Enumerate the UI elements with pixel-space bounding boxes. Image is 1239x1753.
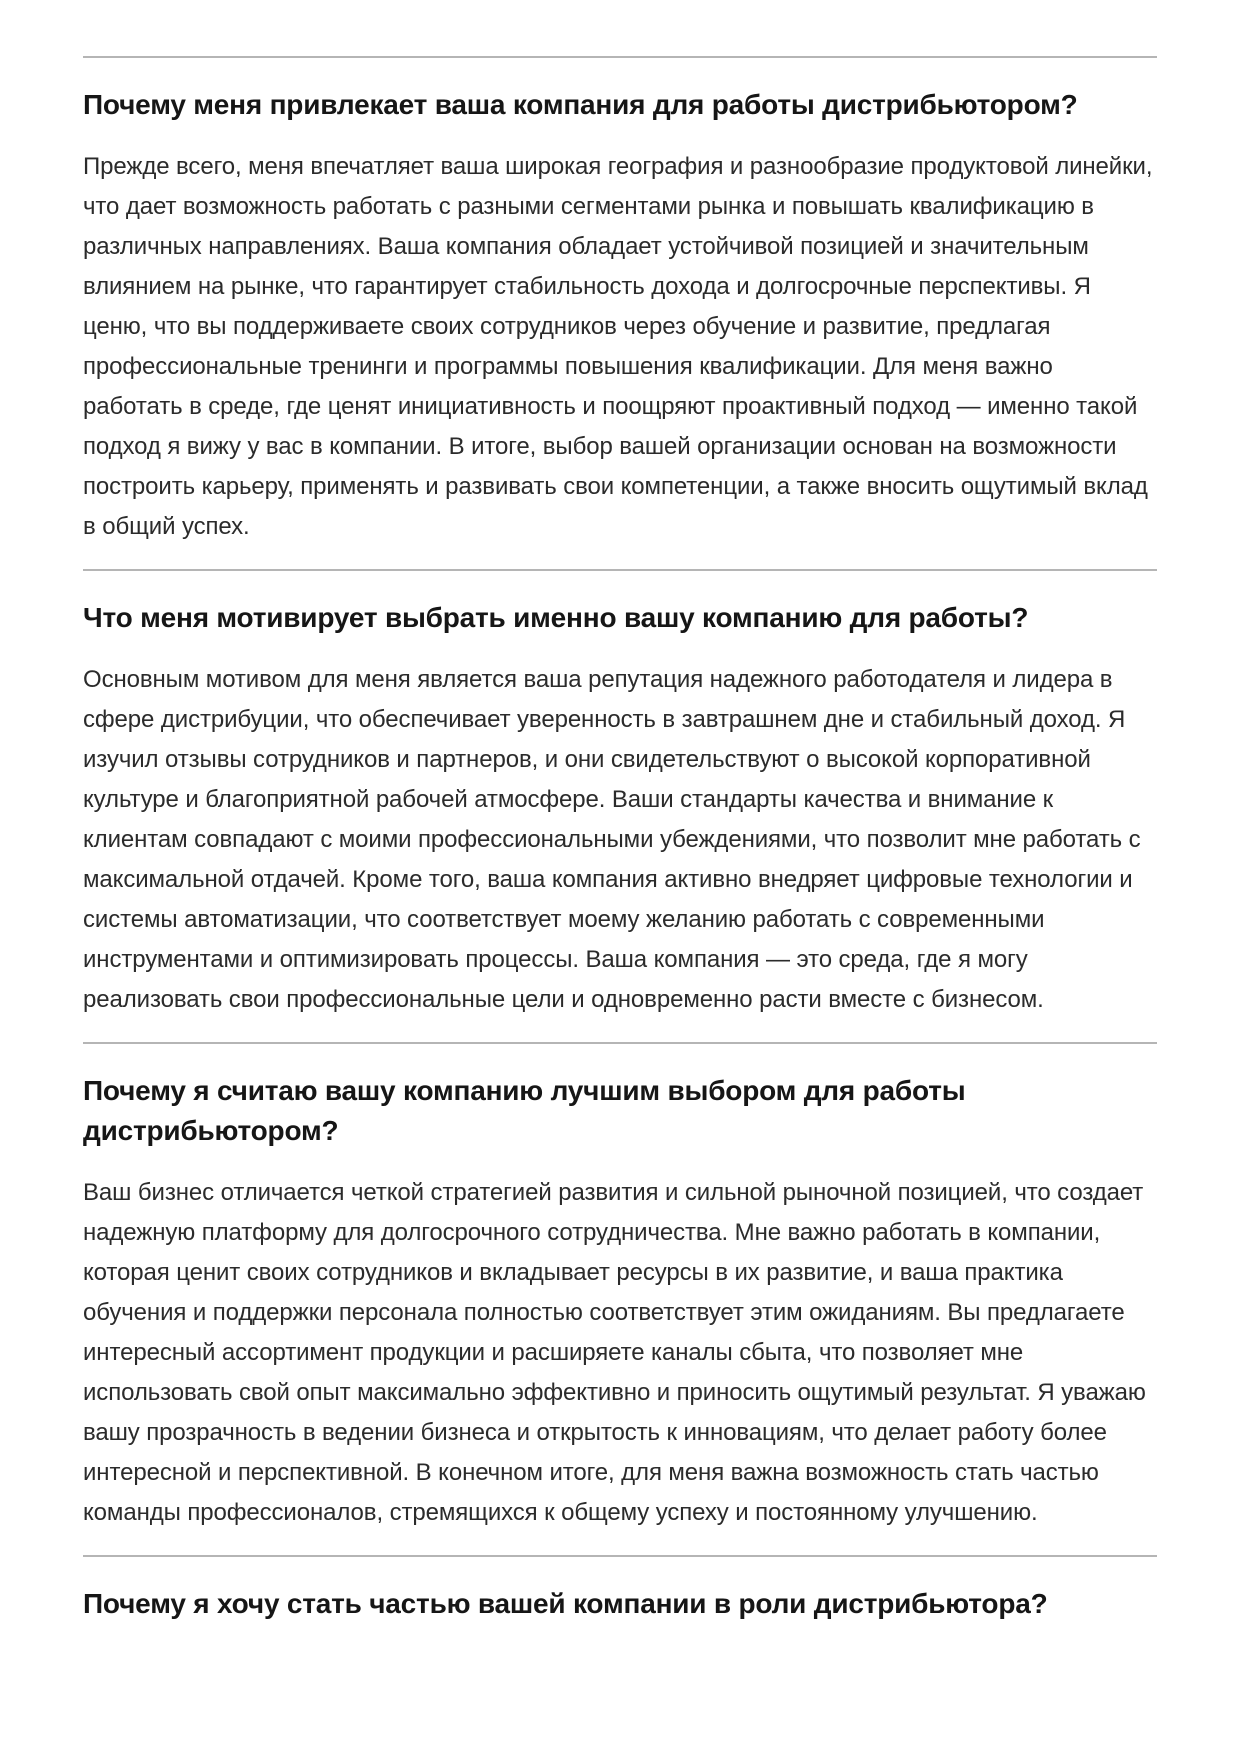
section-heading: Почему меня привлекает ваша компания для работы дистрибьютором? <box>83 89 1078 120</box>
qa-section-2 <box>83 569 1157 1020</box>
section-divider <box>83 56 1157 58</box>
section-heading: Что меня мотивирует выбрать именно вашу компанию для работы? <box>83 602 1029 633</box>
qa-section-4 <box>83 1555 1157 1624</box>
qa-section-1 <box>83 56 1157 547</box>
section-divider <box>83 569 1157 571</box>
section-heading: Почему я считаю вашу компанию лучшим выбором для работы дистрибьютором? <box>83 1075 966 1146</box>
section-paragraph: Ваш бизнес отличается четкой стратегией развития и сильной рыночной позицией, что создает надежную платформу для долгосрочного сотрудничества. Мне важно работать в компании, которая ценит своих сотрудников и вкладывает ресурсы в их развитие, и ваша практика обучения и поддержки персонала полностью соответствует этим ожиданиям. Вы предлагаете интересный ассортимент продукции и расширяете каналы сбыта, что позволяет мне использовать свой опыт максимально эффективно и приносить ощутимый результат. Я уважаю вашу прозрачность в ведении бизнеса и открытость к инновациям, что делает работу более интересной и перспективной. В конечном итоге, для меня важна возможность стать частью команды профессионалов, стремящихся к общему успеху и постоянному улучшению. <box>83 1179 1146 1526</box>
section-heading: Почему я хочу стать частью вашей компании в роли дистрибьютора? <box>83 1588 1048 1619</box>
qa-section-3 <box>83 1042 1157 1533</box>
section-paragraph: Прежде всего, меня впечатляет ваша широкая география и разнообразие продуктовой линейки, что дает возможность работать с разными сегментами рынка и повышать квалификацию в различных направлениях. Ваша компания обладает устойчивой позицией и значительным влиянием на рынке, что гарантирует стабильность дохода и долгосрочные перспективы. Я ценю, что вы поддерживаете своих сотрудников через обучение и развитие, предлагая профессиональные тренинги и программы повышения квалификации. Для меня важно работать в среде, где ценят инициативность и поощряют проактивный подход — именно такой подход я вижу у вас в компании. В итоге, выбор вашей организации основан на возможности построить карьеру, применять и развивать свои компетенции, а также вносить ощутимый вклад в общий успех. <box>83 153 1153 540</box>
section-divider <box>83 1042 1157 1044</box>
section-paragraph: Основным мотивом для меня является ваша репутация надежного работодателя и лидера в сфере дистрибуции, что обеспечивает уверенность в завтрашнем дне и стабильный доход. Я изучил отзывы сотрудников и партнеров, и они свидетельствуют о высокой корпоративной культуре и благоприятной рабочей атмосфере. Ваши стандарты качества и внимание к клиентам совпадают с моими профессиональными убеждениями, что позволит мне работать с максимальной отдачей. Кроме того, ваша компания активно внедряет цифровые технологии и системы автоматизации, что соответствует моему желанию работать с современными инструментами и оптимизировать процессы. Ваша компания — это среда, где я могу реализовать свои профессиональные цели и одновременно расти вместе с бизнесом. <box>83 666 1141 1013</box>
section-divider <box>83 1555 1157 1557</box>
